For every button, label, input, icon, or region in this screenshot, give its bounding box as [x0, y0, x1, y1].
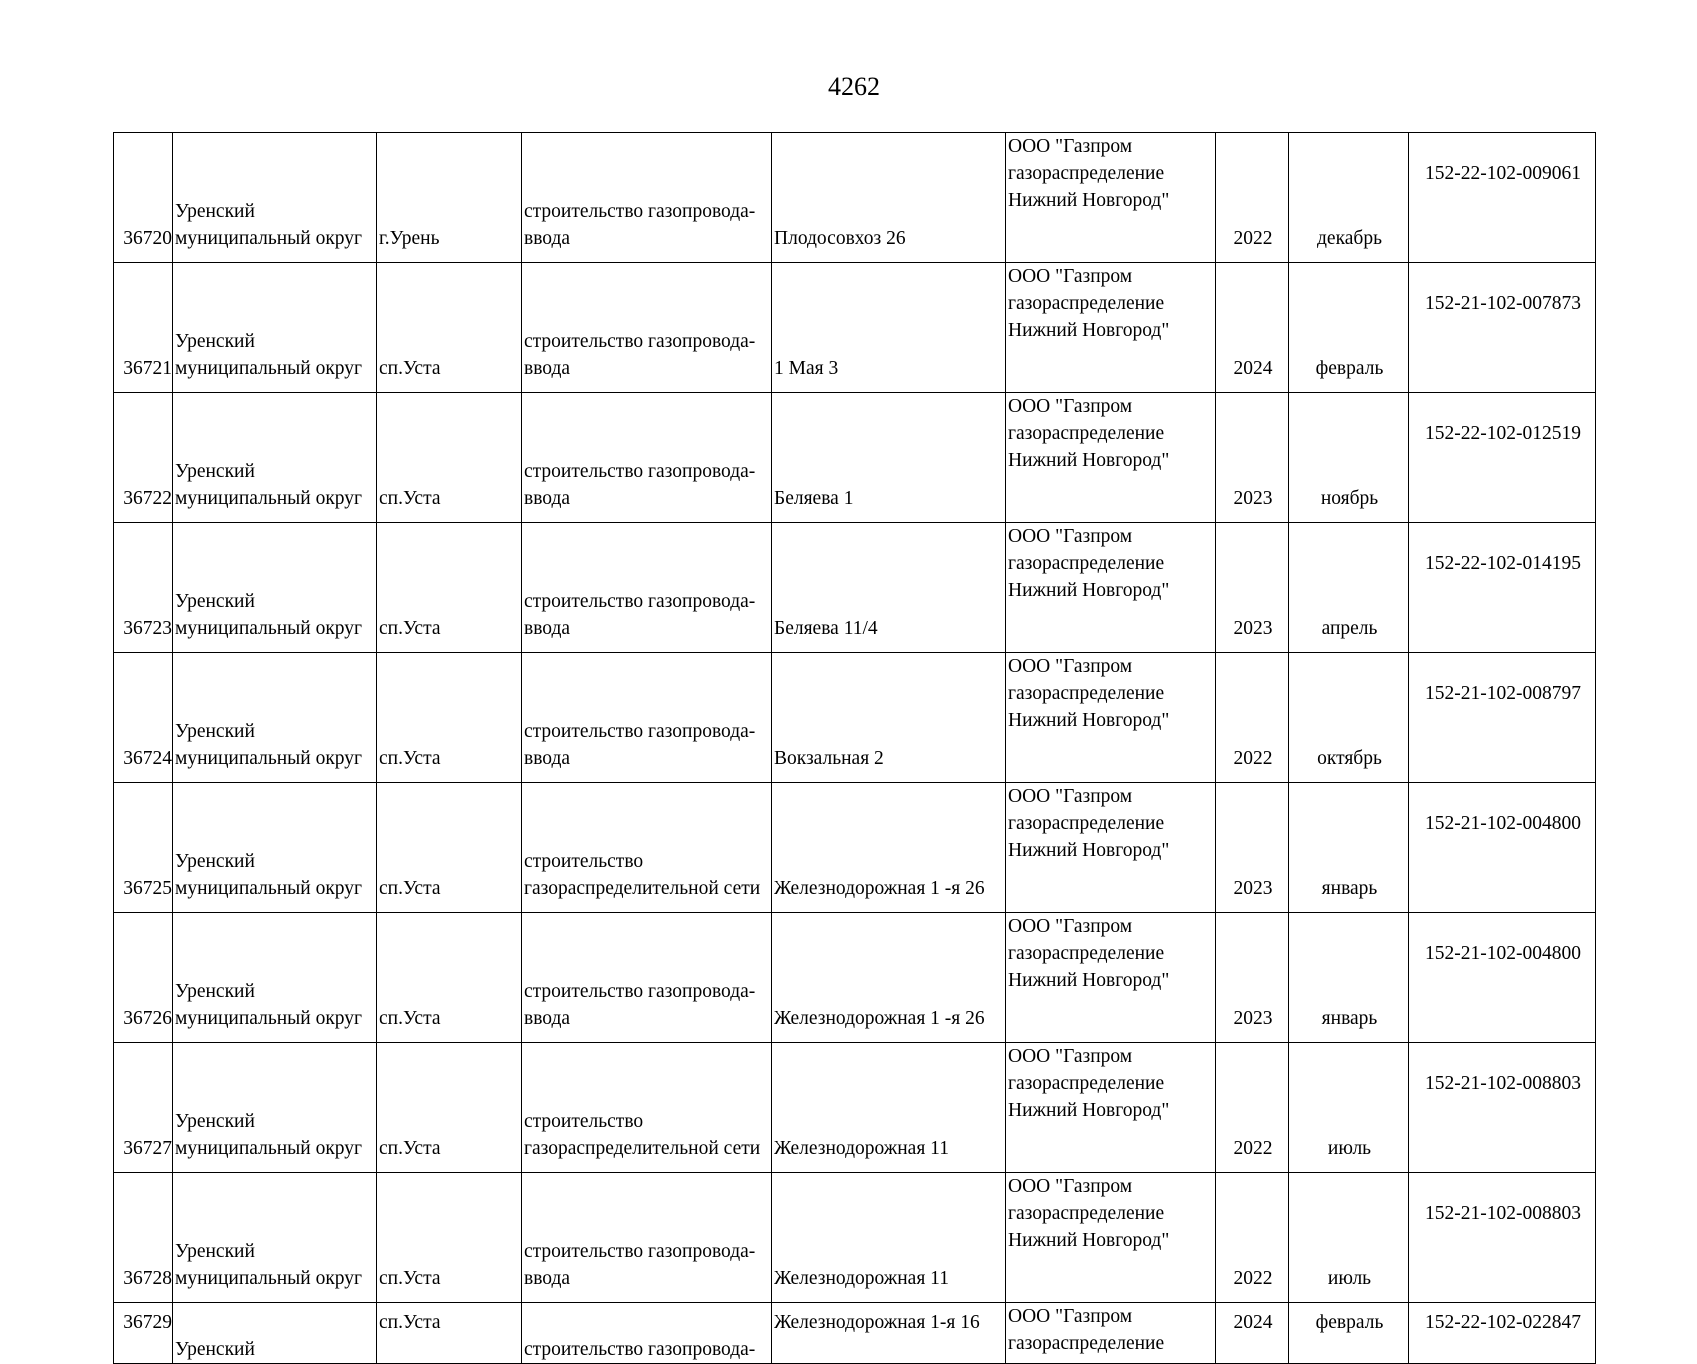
page-number: 4262 — [828, 72, 880, 101]
month-cell: ноябрь — [1289, 393, 1409, 523]
row-number-cell: 36721 — [114, 263, 173, 393]
organization-cell-line: газораспределение — [1008, 1333, 1165, 1354]
district-cell-line: муниципальный округ — [175, 228, 363, 249]
year-cell: 2022 — [1216, 133, 1289, 263]
work-type-cell — [522, 653, 772, 783]
work-type-cell-line: ввода — [524, 1268, 571, 1289]
row-number-cell: 36720 — [114, 133, 173, 263]
row-number-cell: 36729 — [114, 1303, 173, 1364]
organization-cell — [1006, 393, 1216, 523]
code-cell: 152-22-102-014195 — [1409, 523, 1596, 653]
district-cell-line: Уренский — [175, 1241, 255, 1262]
settlement-cell: сп.Уста — [377, 653, 522, 783]
settlement-cell: сп.Уста — [377, 1303, 522, 1364]
work-type-cell-line: строительство газопровода- — [524, 981, 756, 1002]
work-type-cell-line: строительство газопровода- — [524, 721, 756, 742]
registry-table — [113, 132, 1596, 1364]
code-cell: 152-21-102-004800 — [1409, 783, 1596, 913]
year-cell: 2024 — [1216, 263, 1289, 393]
table-row — [114, 913, 1596, 1043]
table-row — [114, 1043, 1596, 1173]
code-cell: 152-21-102-004800 — [1409, 913, 1596, 1043]
district-cell — [173, 913, 377, 1043]
district-cell-line: муниципальный округ — [175, 748, 363, 769]
work-type-cell — [522, 263, 772, 393]
year-cell: 2022 — [1216, 1173, 1289, 1303]
year-cell: 2023 — [1216, 913, 1289, 1043]
table-row — [114, 263, 1596, 393]
organization-cell-line: газораспределение — [1008, 423, 1165, 444]
district-cell — [173, 393, 377, 523]
row-number-cell: 36727 — [114, 1043, 173, 1173]
district-cell-line: Уренский — [175, 591, 255, 612]
organization-cell-line: ООО "Газпром — [1008, 266, 1133, 287]
district-cell-line: Уренский — [175, 1111, 255, 1132]
code-cell: 152-21-102-007873 — [1409, 263, 1596, 393]
organization-cell-line: Нижний Новгород" — [1008, 580, 1170, 601]
organization-cell-line: Нижний Новгород" — [1008, 970, 1170, 991]
address-cell: Беляева 1 — [772, 393, 1006, 523]
settlement-cell: сп.Уста — [377, 913, 522, 1043]
organization-cell-line: ООО "Газпром — [1008, 526, 1133, 547]
work-type-cell-line: ввода — [524, 228, 571, 249]
district-cell-line: Уренский — [175, 1339, 255, 1360]
work-type-cell — [522, 133, 772, 263]
work-type-cell — [522, 523, 772, 653]
district-cell — [173, 523, 377, 653]
organization-cell — [1006, 133, 1216, 263]
code-cell: 152-21-102-008797 — [1409, 653, 1596, 783]
organization-cell — [1006, 263, 1216, 393]
code-cell: 152-21-102-008803 — [1409, 1173, 1596, 1303]
row-number-cell: 36722 — [114, 393, 173, 523]
organization-cell-line: ООО "Газпром — [1008, 916, 1133, 937]
address-cell: Беляева 11/4 — [772, 523, 1006, 653]
settlement-cell: сп.Уста — [377, 523, 522, 653]
month-cell: декабрь — [1289, 133, 1409, 263]
settlement-cell: сп.Уста — [377, 1043, 522, 1173]
month-cell: октябрь — [1289, 653, 1409, 783]
year-cell: 2023 — [1216, 523, 1289, 653]
work-type-cell-line: строительство — [524, 851, 644, 872]
organization-cell-line: газораспределение — [1008, 1073, 1165, 1094]
settlement-cell: сп.Уста — [377, 263, 522, 393]
district-cell-line: муниципальный округ — [175, 618, 363, 639]
table-row — [114, 1173, 1596, 1303]
organization-cell-line: газораспределение — [1008, 1203, 1165, 1224]
work-type-cell-line: строительство газопровода- — [524, 1339, 756, 1360]
month-cell: январь — [1289, 783, 1409, 913]
work-type-cell — [522, 1173, 772, 1303]
work-type-cell-line: ввода — [524, 1008, 571, 1029]
year-cell: 2023 — [1216, 393, 1289, 523]
row-number-cell: 36726 — [114, 913, 173, 1043]
work-type-cell-line: строительство газопровода- — [524, 461, 756, 482]
address-cell: Железнодорожная 11 — [772, 1173, 1006, 1303]
settlement-cell: сп.Уста — [377, 393, 522, 523]
organization-cell-line: Нижний Новгород" — [1008, 840, 1170, 861]
row-number-cell: 36723 — [114, 523, 173, 653]
organization-cell-line: Нижний Новгород" — [1008, 190, 1170, 211]
district-cell-line: муниципальный округ — [175, 488, 363, 509]
settlement-cell: г.Урень — [377, 133, 522, 263]
code-cell: 152-22-102-022847 — [1409, 1303, 1596, 1364]
address-cell: Железнодорожная 1-я 16 — [772, 1303, 1006, 1364]
code-cell: 152-21-102-008803 — [1409, 1043, 1596, 1173]
organization-cell-line: ООО "Газпром — [1008, 656, 1133, 677]
district-cell — [173, 263, 377, 393]
organization-cell-line: Нижний Новгород" — [1008, 1230, 1170, 1251]
district-cell — [173, 1303, 377, 1364]
district-cell-line: Уренский — [175, 721, 255, 742]
year-cell: 2022 — [1216, 1043, 1289, 1173]
work-type-cell-line: ввода — [524, 358, 571, 379]
district-cell — [173, 1173, 377, 1303]
settlement-cell: сп.Уста — [377, 783, 522, 913]
organization-cell-line: ООО "Газпром — [1008, 1046, 1133, 1067]
organization-cell — [1006, 783, 1216, 913]
code-cell: 152-22-102-012519 — [1409, 393, 1596, 523]
organization-cell-line: газораспределение — [1008, 683, 1165, 704]
district-cell-line: Уренский — [175, 331, 255, 352]
work-type-cell-line: строительство — [524, 1111, 644, 1132]
year-cell: 2022 — [1216, 653, 1289, 783]
organization-cell-line: ООО "Газпром — [1008, 1176, 1133, 1197]
district-cell-line: Уренский — [175, 851, 255, 872]
district-cell — [173, 783, 377, 913]
organization-cell-line: ООО "Газпром — [1008, 136, 1133, 157]
organization-cell-line: газораспределение — [1008, 163, 1165, 184]
table-row — [114, 1303, 1596, 1364]
address-cell: Железнодорожная 1 -я 26 — [772, 913, 1006, 1043]
organization-cell — [1006, 523, 1216, 653]
month-cell: январь — [1289, 913, 1409, 1043]
address-cell: Вокзальная 2 — [772, 653, 1006, 783]
month-cell: апрель — [1289, 523, 1409, 653]
organization-cell — [1006, 1173, 1216, 1303]
address-cell: Плодосовхоз 26 — [772, 133, 1006, 263]
work-type-cell-line: строительство газопровода- — [524, 201, 756, 222]
organization-cell-line: Нижний Новгород" — [1008, 710, 1170, 731]
district-cell — [173, 653, 377, 783]
month-cell: февраль — [1289, 1303, 1409, 1364]
organization-cell-line: Нижний Новгород" — [1008, 1100, 1170, 1121]
month-cell: июль — [1289, 1173, 1409, 1303]
address-cell: Железнодорожная 11 — [772, 1043, 1006, 1173]
address-cell: 1 Мая 3 — [772, 263, 1006, 393]
district-cell-line: Уренский — [175, 981, 255, 1002]
code-cell: 152-22-102-009061 — [1409, 133, 1596, 263]
district-cell-line: Уренский — [175, 201, 255, 222]
table-row — [114, 783, 1596, 913]
work-type-cell-line: строительство газопровода- — [524, 1241, 756, 1262]
work-type-cell — [522, 1303, 772, 1364]
organization-cell — [1006, 1303, 1216, 1364]
district-cell-line: муниципальный округ — [175, 1008, 363, 1029]
district-cell — [173, 133, 377, 263]
district-cell-line: муниципальный округ — [175, 358, 363, 379]
organization-cell-line: Нижний Новгород" — [1008, 450, 1170, 471]
organization-cell-line: ООО "Газпром — [1008, 1306, 1133, 1327]
organization-cell-line: газораспределение — [1008, 813, 1165, 834]
district-cell-line: Уренский — [175, 461, 255, 482]
year-cell: 2023 — [1216, 783, 1289, 913]
work-type-cell-line: строительство газопровода- — [524, 331, 756, 352]
organization-cell-line: ООО "Газпром — [1008, 786, 1133, 807]
row-number-cell: 36725 — [114, 783, 173, 913]
organization-cell-line: газораспределение — [1008, 553, 1165, 574]
district-cell-line: муниципальный округ — [175, 878, 363, 899]
month-cell: февраль — [1289, 263, 1409, 393]
work-type-cell — [522, 783, 772, 913]
district-cell — [173, 1043, 377, 1173]
settlement-cell: сп.Уста — [377, 1173, 522, 1303]
work-type-cell-line: строительство газопровода- — [524, 591, 756, 612]
district-cell-line: муниципальный округ — [175, 1268, 363, 1289]
registry-body — [114, 133, 1596, 1364]
work-type-cell-line: газораспределительной сети — [524, 878, 761, 899]
table-row — [114, 653, 1596, 783]
organization-cell-line: ООО "Газпром — [1008, 396, 1133, 417]
work-type-cell — [522, 393, 772, 523]
organization-cell — [1006, 913, 1216, 1043]
work-type-cell — [522, 1043, 772, 1173]
work-type-cell-line: ввода — [524, 748, 571, 769]
organization-cell — [1006, 1043, 1216, 1173]
organization-cell-line: газораспределение — [1008, 943, 1165, 964]
work-type-cell-line: газораспределительной сети — [524, 1138, 761, 1159]
organization-cell — [1006, 653, 1216, 783]
table-row — [114, 393, 1596, 523]
row-number-cell: 36724 — [114, 653, 173, 783]
address-cell: Железнодорожная 1 -я 26 — [772, 783, 1006, 913]
row-number-cell: 36728 — [114, 1173, 173, 1303]
work-type-cell-line: ввода — [524, 488, 571, 509]
district-cell-line: муниципальный округ — [175, 1138, 363, 1159]
work-type-cell-line: ввода — [524, 618, 571, 639]
organization-cell-line: Нижний Новгород" — [1008, 320, 1170, 341]
table-row — [114, 133, 1596, 263]
organization-cell-line: газораспределение — [1008, 293, 1165, 314]
table-row — [114, 523, 1596, 653]
work-type-cell — [522, 913, 772, 1043]
month-cell: июль — [1289, 1043, 1409, 1173]
year-cell: 2024 — [1216, 1303, 1289, 1364]
